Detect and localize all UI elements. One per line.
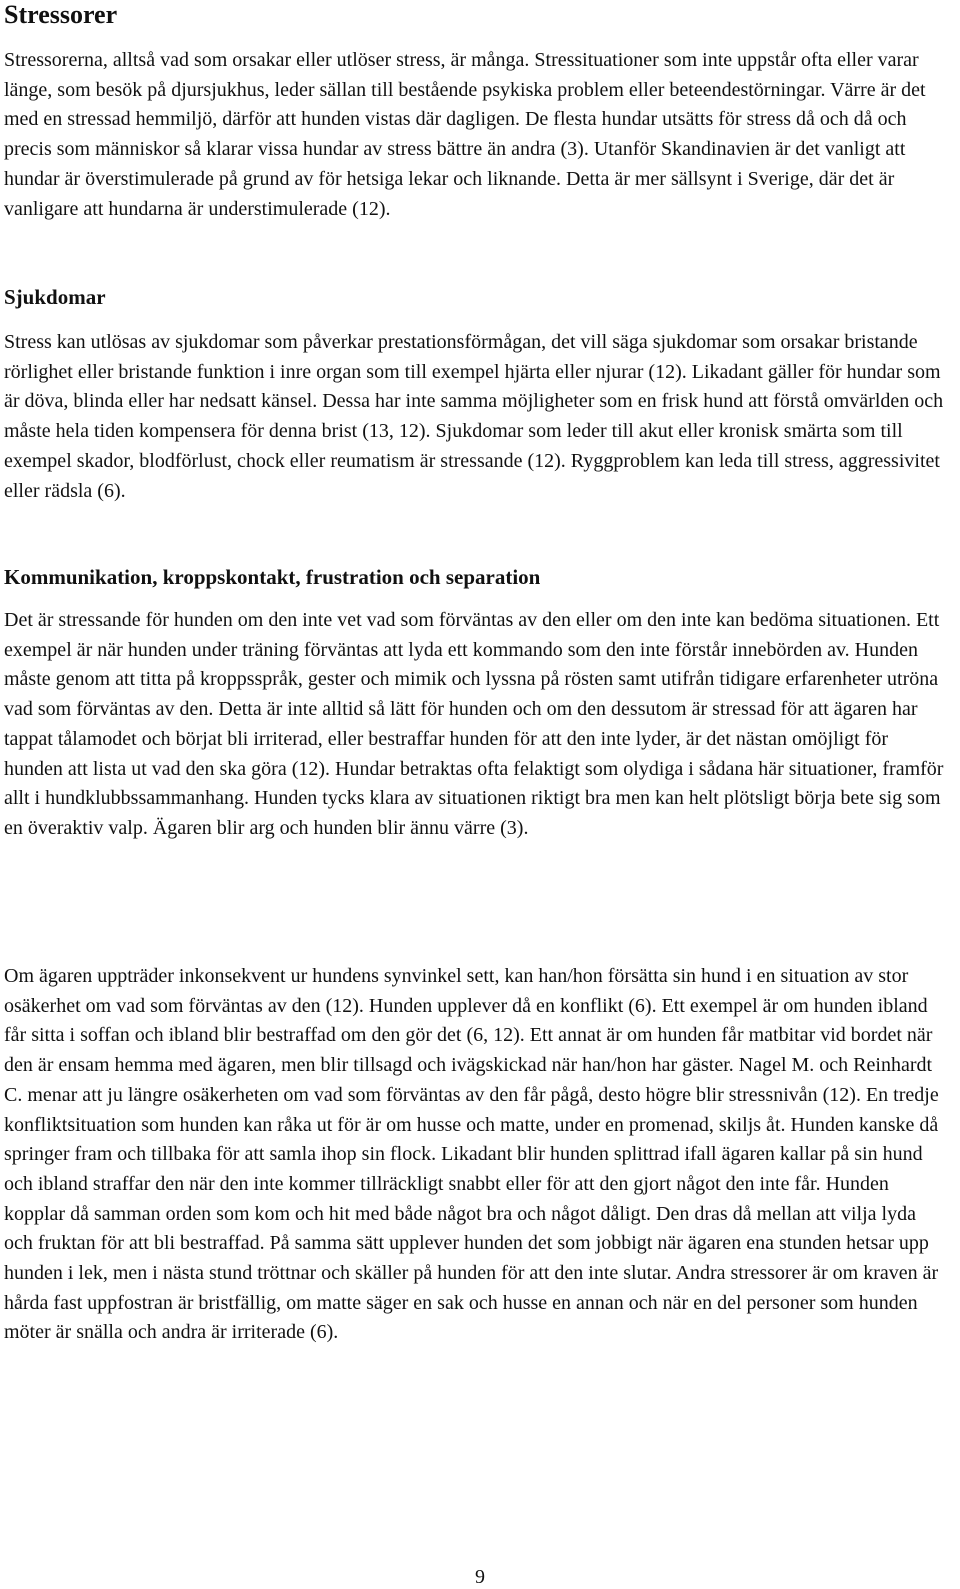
- section-heading-kommunikation: Kommunikation, kroppskontakt, frustration och separation: [4, 565, 541, 589]
- sjukdomar-paragraph: Stress kan utlösas av sjukdomar som påverkar prestationsförmågan, det vill säga sjukdomar som orsakar bristande rörlighet eller bristande funktion i inre organ som till exempel hjärta eller njurar (12). Likadant gäller för hundar som är döva, blinda eller har nedsatt känsel. Dessa har inte samma möjligheter som en frisk hund att förstå omvärlden och måste hela tiden kompensera för denna brist (13, 12). Sjukdomar som leder till akut eller kronisk smärta som till exempel skador, blodförlust, chock eller reumatism är stressande (12). Ryggproblem kan leda till stress, aggressivitet eller rädsla (6).: [4, 331, 944, 502]
- page-number: 9: [475, 1566, 485, 1588]
- intro-paragraph: Stressorerna, alltså vad som orsakar eller utlöser stress, är många. Stressituationer som inte uppstår ofta eller varar länge, som besök på djursjukhus, leder sällan till bestående psykiska problem eller beteendestörningar. Värre är det med en stressad hemmiljö, därför att hunden vistas där dagligen. De flesta hundar utsätts för stress då och då och precis som människor så klarar vissa hundar av stress bättre än andra (3). Utanför Skandinavien är det vanligt att hundar är överstimulerade på grund av för hetsiga lekar och liknande. Detta är mer sällsynt i Sverige, där det är vanligare att hundarna är understimulerade (12).: [4, 49, 926, 220]
- page-title: Stressorer: [4, 0, 118, 29]
- section-heading-sjukdomar: Sjukdomar: [4, 285, 106, 309]
- kommunikation-paragraph-2: Om ägaren uppträder inkonsekvent ur hundens synvinkel sett, kan han/hon försätta sin hund i en situation av stor osäkerhet om vad som förväntas av den (12). Hunden upplever då en konflikt (6). Ett exempel är om hunden ibland får sitta i soffan och ibland blir bestraffad om den gör det (6, 12). Ett annat är om hunden får matbitar vid bordet när den är ensam hemma med ägaren, men blir tillsagd och ivägskickad när han/hon har gäster. Nagel M. och Reinhardt C. menar att ju längre osäkerheten om vad som förväntas av den får pågå, desto högre blir stressnivån (12). En tredje konfliktsituation som hunden kan råka ut för är om husse och matte, under en promenad, skiljs åt. Hunden kanske då springer fram och tillbaka för att samla ihop sin flock. Likadant blir hunden splittrad ifall ägaren kallar på sin hund och ibland straffar den när den inte kommer tillräckligt snabbt eller för att den gjort något den inte får. Hunden kopplar då samman orden som kom och hit med både något bra och något dåligt. Den dras då mellan att vilja lyda och fruktan för att bli bestraffad. På samma sätt upplever hunden det som jobbigt när ägaren ena stunden hetsar upp hunden i lek, men i nästa stund tröttnar och skäller på hunden för att den inte slutar. Andra stressorer är om kraven är hårda fast uppfostran är bristfällig, om matte säger en sak och husse en annan och när en del personer som hunden möter är snälla och andra är irriterade (6).: [4, 965, 939, 1344]
- kommunikation-paragraph-1: Det är stressande för hunden om den inte vet vad som förväntas av den eller om den inte kan bedöma situationen. Ett exempel är när hunden under träning förväntas att lyda ett kommando som den inte förstår innebörden av. Hunden måste genom att titta på kroppsspråk, gester och mimik och lyssna på rösten samt utifrån tidigare erfarenheter utröna vad som förväntas av den. Detta är inte alltid så lätt för hunden och om den dessutom är stressad för att ägaren har tappat tålamodet och börjat bli irriterad, eller bestraffar hunden för att den inte lyder, är det nästan omöjligt för hunden att lista ut vad den ska göra (12). Hundar betraktas ofta felaktigt som olydiga i sådana här situationer, framför allt i hundklubbssammanhang. Hunden tycks klara av situationen riktigt bra men kan helt plötsligt börja bete sig som en överaktiv valp. Ägaren blir arg och hunden blir ännu värre (3).: [4, 609, 944, 839]
